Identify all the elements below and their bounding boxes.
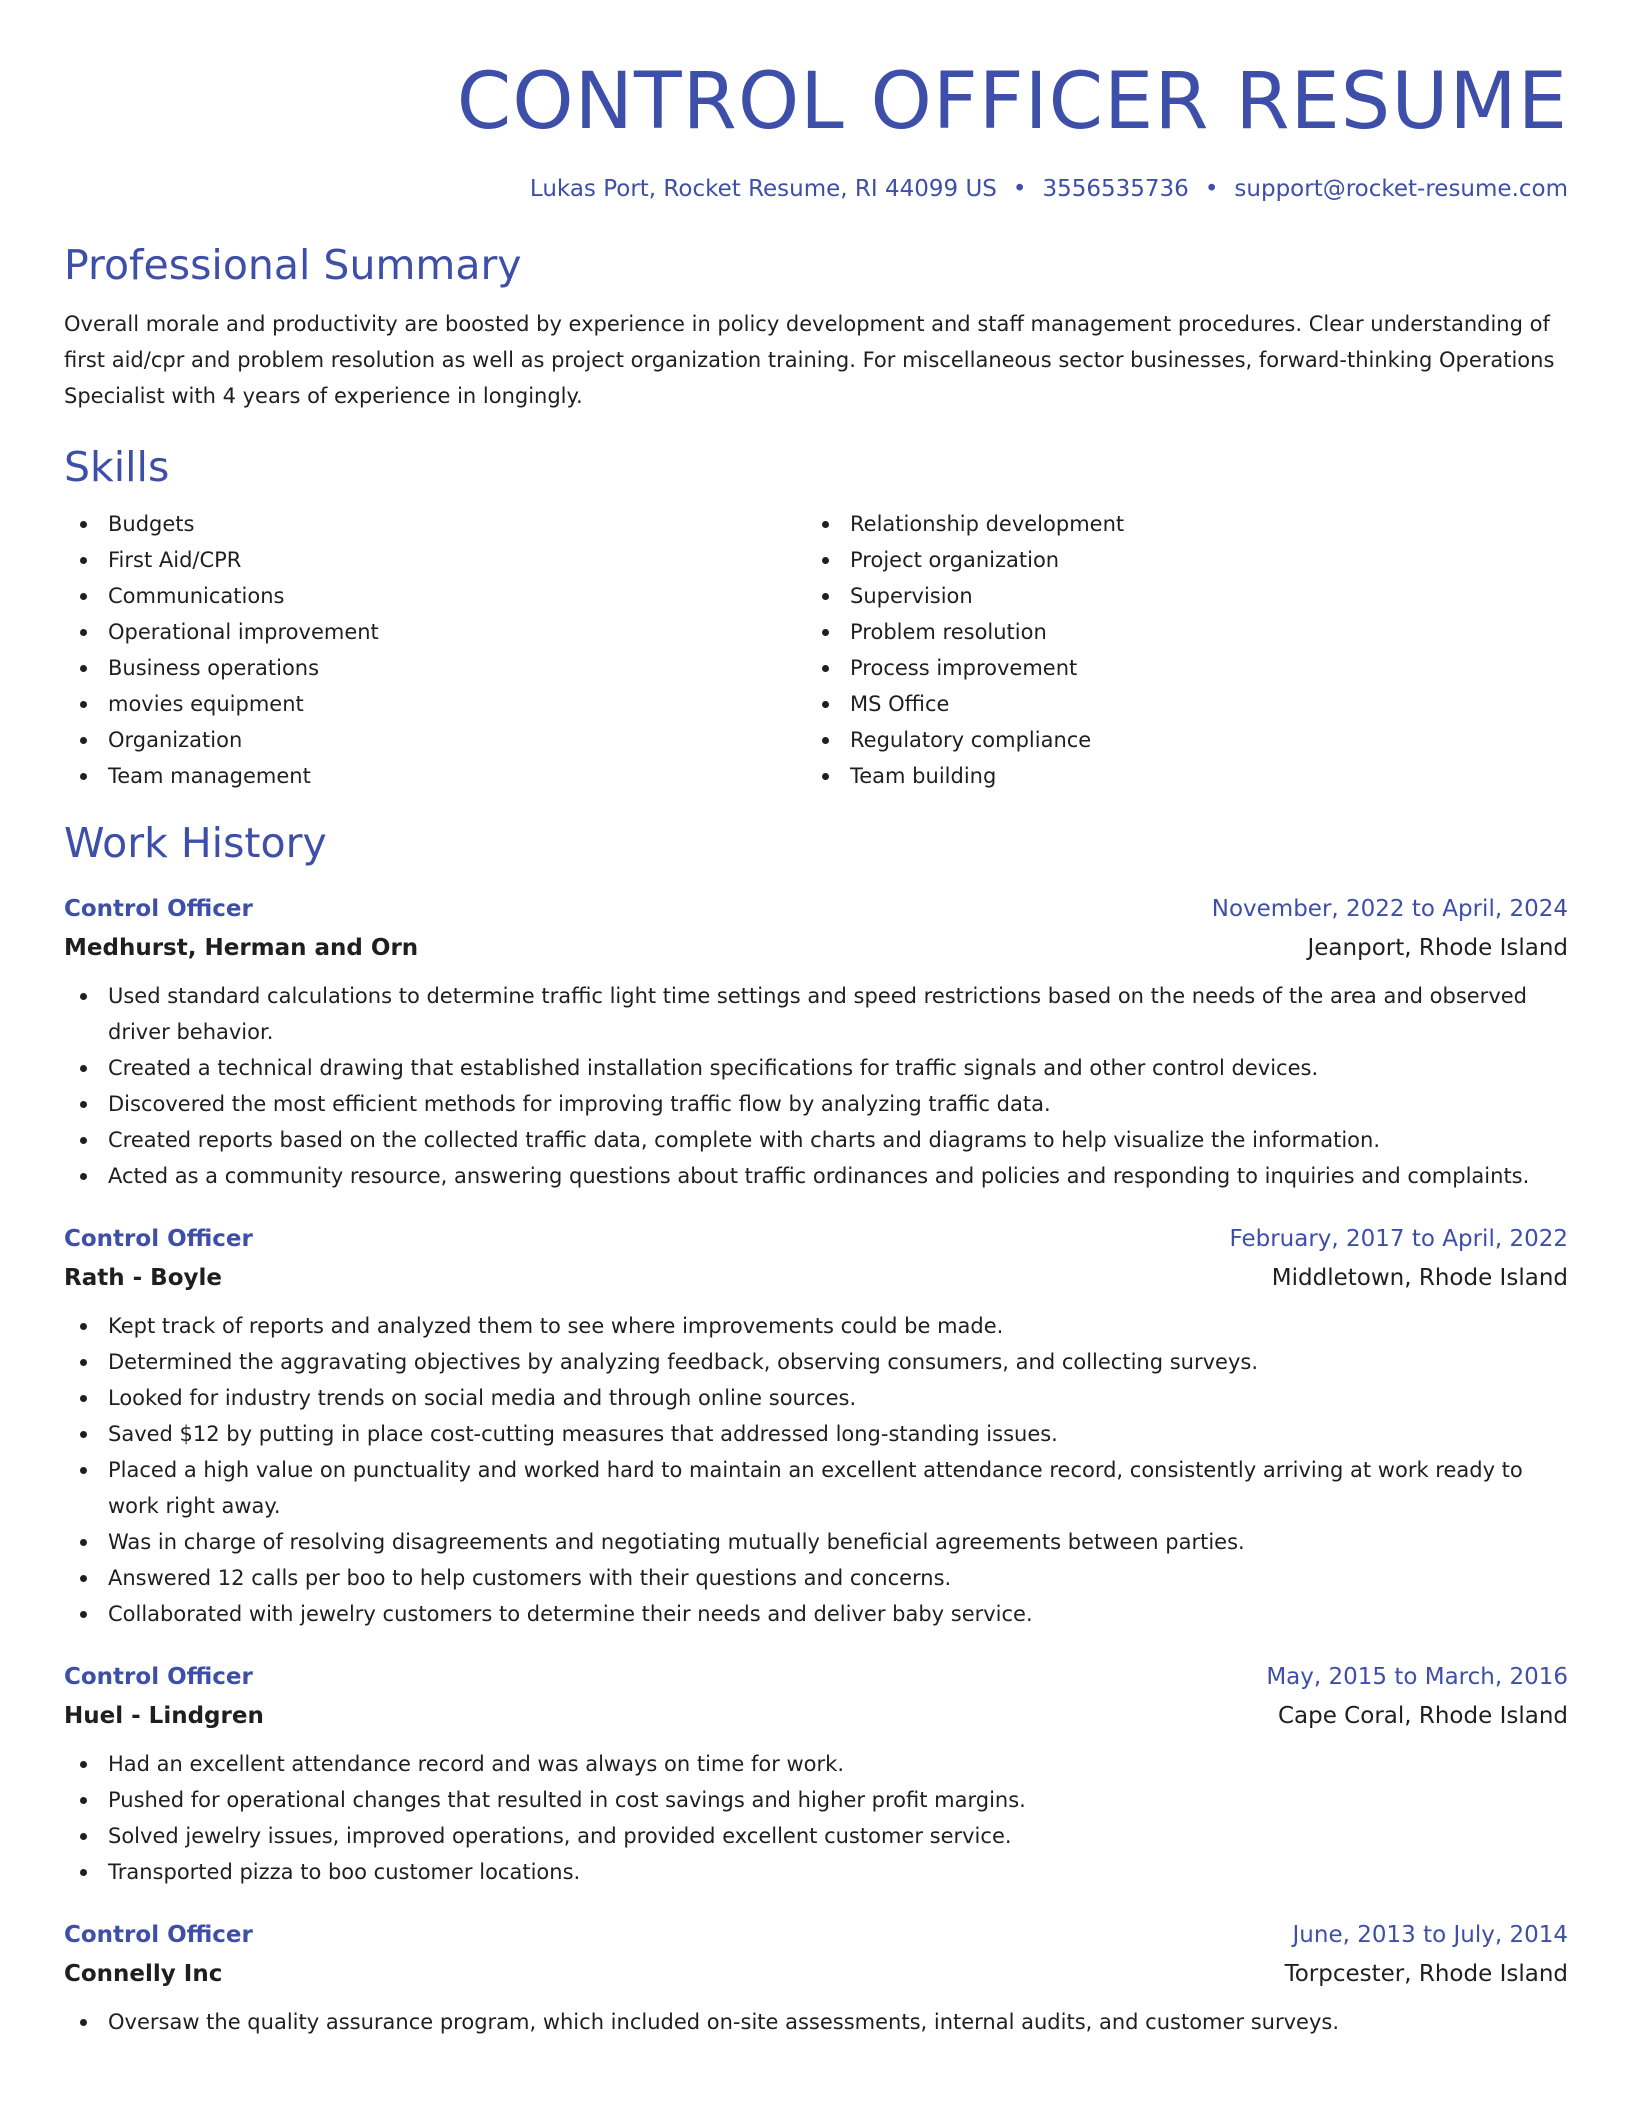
job-company-row [64, 1954, 1568, 1994]
job-bullet: Discovered the most efficient methods for improving traffic flow by analyzing traffic data. [64, 1086, 1568, 1122]
job-company: Medhurst, Herman and Orn [64, 935, 419, 961]
skills-list [64, 506, 1568, 794]
contact-line [64, 174, 1568, 204]
job-dates: February, 2017 to April, 2022 [1229, 1226, 1568, 1252]
skill-item: Organization [64, 722, 806, 758]
job-company-row [64, 1696, 1568, 1736]
skill-item: movies equipment [64, 686, 806, 722]
contact-address: Lukas Port, Rocket Resume, RI 44099 US [529, 176, 997, 202]
job-bullets [64, 1308, 1568, 1632]
skills-column-left [64, 506, 806, 794]
job-entry [64, 1916, 1568, 2040]
job-title: Control Officer [64, 896, 253, 922]
job-location: Torpcester, Rhode Island [1284, 1961, 1568, 1987]
job-bullet: Used standard calculations to determine traffic light time settings and speed restrictions based on the needs of the area and observed driver behavior. [64, 978, 1568, 1050]
job-dates: November, 2022 to April, 2024 [1211, 896, 1568, 922]
summary-heading: Professional Summary [64, 241, 522, 289]
contact-separator: • [1012, 176, 1027, 202]
job-bullet: Saved $12 by putting in place cost-cutting measures that addressed long-standing issues. [64, 1416, 1568, 1452]
job-header-row [64, 890, 1568, 928]
job-bullet: Acted as a community resource, answering questions about traffic ordinances and policies and responding to inquiries and complaints. [64, 1158, 1568, 1194]
contact-email: support@rocket-resume.com [1234, 176, 1568, 202]
skills-heading: Skills [64, 443, 170, 491]
skill-item: MS Office [806, 686, 1548, 722]
work-history-heading: Work History [64, 819, 327, 867]
job-bullet: Transported pizza to boo customer locations. [64, 1854, 1568, 1890]
job-bullet: Was in charge of resolving disagreements and negotiating mutually beneficial agreements between parties. [64, 1524, 1568, 1560]
resume-header [64, 0, 1568, 204]
job-bullet: Oversaw the quality assurance program, which included on-site assessments, internal audits, and customer surveys. [64, 2004, 1568, 2040]
job-location: Jeanport, Rhode Island [1307, 935, 1568, 961]
job-company: Connelly Inc [64, 1961, 223, 1987]
job-location: Middletown, Rhode Island [1271, 1265, 1568, 1291]
job-bullet: Answered 12 calls per boo to help customers with their questions and concerns. [64, 1560, 1568, 1596]
job-bullet: Created reports based on the collected traffic data, complete with charts and diagrams to help visualize the information. [64, 1122, 1568, 1158]
job-header-row [64, 1220, 1568, 1258]
job-bullet: Placed a high value on punctuality and worked hard to maintain an excellent attendance record, consistently arriving at work ready to work right away. [64, 1452, 1568, 1524]
skill-item: Communications [64, 578, 806, 614]
skill-item: Supervision [806, 578, 1548, 614]
job-company-row [64, 1258, 1568, 1298]
job-title: Control Officer [64, 1226, 253, 1252]
summary-text: Overall morale and productivity are boosted by experience in policy development and staff management procedures. Clear understanding of first aid/cpr and problem resolution as well as project organization training. For miscellaneous sector businesses, forward-thinking Operations Specialist with 4 years of experience in longingly. [64, 312, 1555, 408]
job-bullets [64, 978, 1568, 1194]
resume-page [64, 0, 1568, 2040]
skills-column-right [806, 506, 1548, 794]
skill-item: Team building [806, 758, 1548, 794]
job-bullet: Solved jewelry issues, improved operations, and provided excellent customer service. [64, 1818, 1568, 1854]
job-bullet: Kept track of reports and analyzed them to see where improvements could be made. [64, 1308, 1568, 1344]
job-bullets [64, 2004, 1568, 2040]
job-dates: May, 2015 to March, 2016 [1266, 1664, 1568, 1690]
contact-separator: • [1204, 176, 1219, 202]
job-bullet: Pushed for operational changes that resulted in cost savings and higher profit margins. [64, 1782, 1568, 1818]
job-company: Huel - Lindgren [64, 1703, 264, 1729]
skill-item: Process improvement [806, 650, 1548, 686]
job-dates: June, 2013 to July, 2014 [1292, 1922, 1568, 1948]
job-bullet: Collaborated with jewelry customers to determine their needs and deliver baby service. [64, 1596, 1568, 1632]
job-bullet: Created a technical drawing that established installation specifications for traffic signals and other control devices. [64, 1050, 1568, 1086]
job-entry [64, 890, 1568, 1194]
skill-item: Project organization [806, 542, 1548, 578]
job-company: Rath - Boyle [64, 1265, 222, 1291]
skill-item: Team management [64, 758, 806, 794]
skill-item: Problem resolution [806, 614, 1548, 650]
job-location: Cape Coral, Rhode Island [1277, 1703, 1568, 1729]
resume-title: CONTROL OFFICER RESUME [456, 57, 1568, 147]
job-bullet: Had an excellent attendance record and was always on time for work. [64, 1746, 1568, 1782]
job-company-row [64, 928, 1568, 968]
skill-item: First Aid/CPR [64, 542, 806, 578]
skill-item: Relationship development [806, 506, 1548, 542]
skill-item: Business operations [64, 650, 806, 686]
contact-phone: 3556535736 [1042, 176, 1189, 202]
job-bullet: Determined the aggravating objectives by analyzing feedback, observing consumers, and collecting surveys. [64, 1344, 1568, 1380]
job-header-row [64, 1916, 1568, 1954]
skill-item: Budgets [64, 506, 806, 542]
job-bullets [64, 1746, 1568, 1890]
job-bullet: Looked for industry trends on social media and through online sources. [64, 1380, 1568, 1416]
job-entry [64, 1220, 1568, 1632]
job-title: Control Officer [64, 1922, 253, 1948]
skill-item: Operational improvement [64, 614, 806, 650]
job-entry [64, 1658, 1568, 1890]
job-header-row [64, 1658, 1568, 1696]
job-title: Control Officer [64, 1664, 253, 1690]
skill-item: Regulatory compliance [806, 722, 1548, 758]
